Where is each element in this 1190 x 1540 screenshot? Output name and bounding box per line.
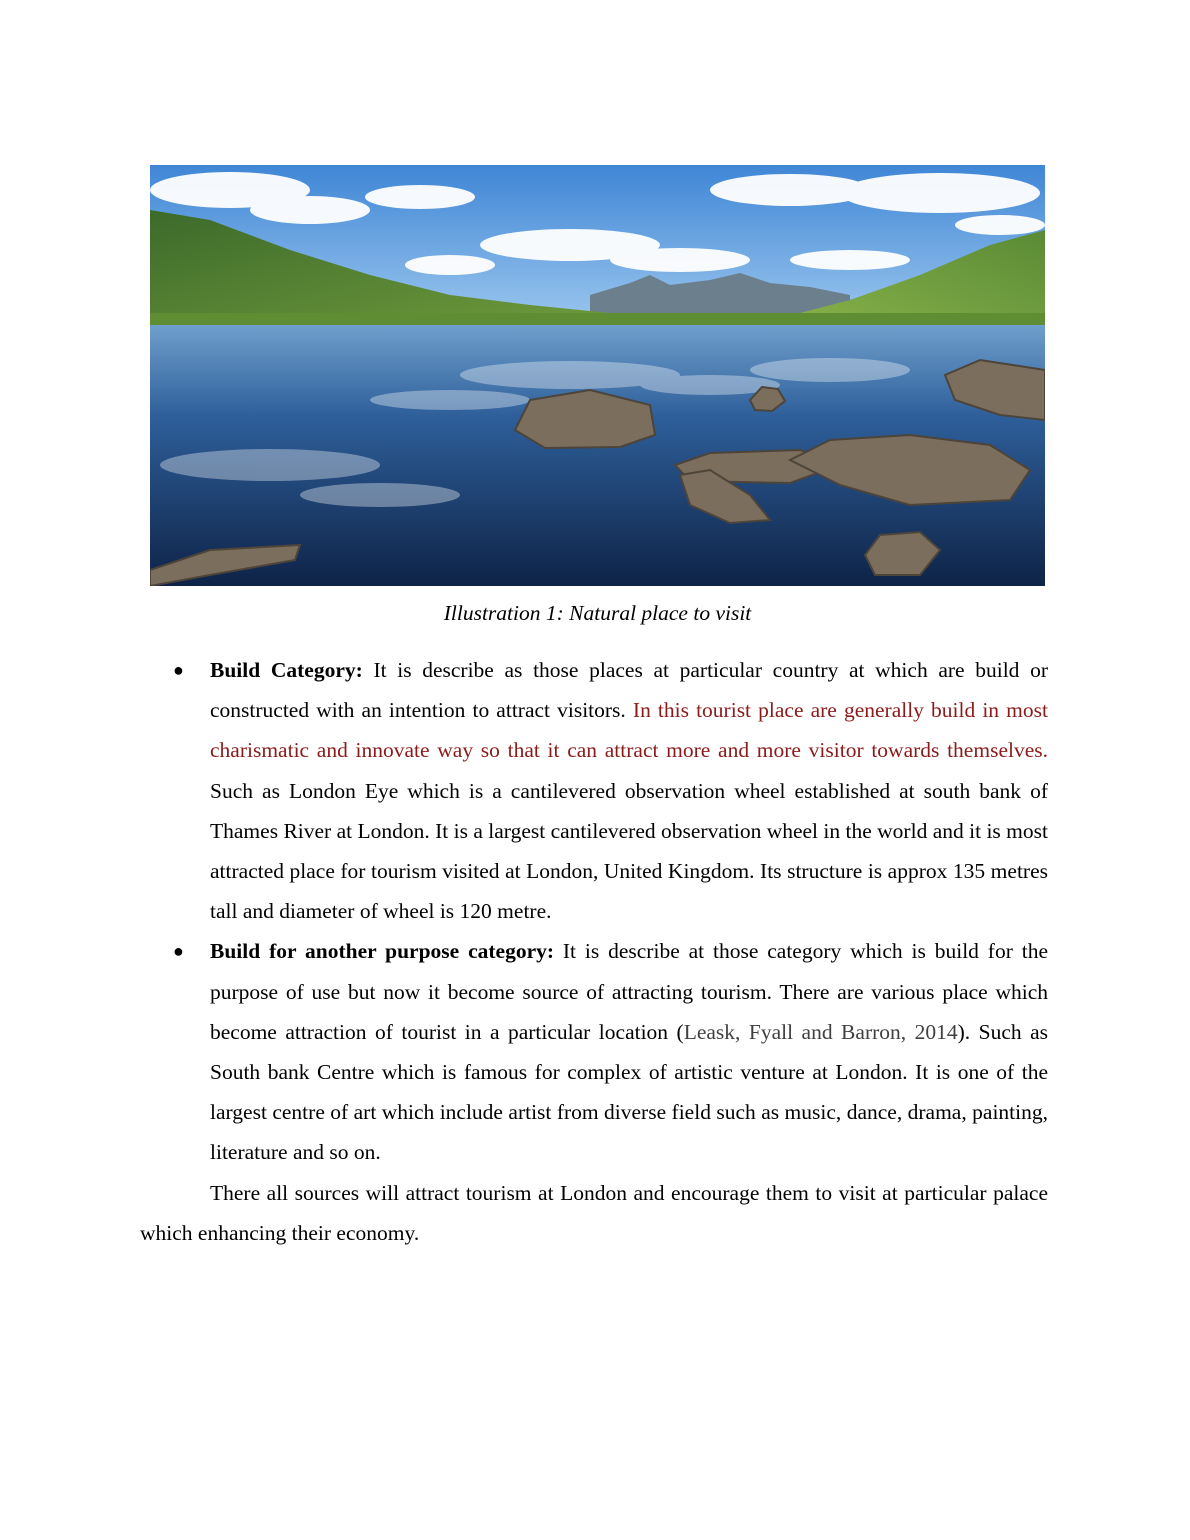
bullet-list — [140, 650, 1048, 1173]
bullet-text: Such as London Eye which is a cantilevered observation wheel established at south bank of Thames River at London. It is a largest cantilevered observation wheel in the world and it is most attracted place for tourism visited at London, United Kingdom. Its structure is approx 135 metres tall and diameter of wheel is 120 metre. — [210, 778, 1048, 924]
bullet-text: It is describe as those places at particular country at which are build or constructed with an intention to attract visitors. — [210, 658, 1048, 723]
bullet-term: Build for another purpose category: — [210, 939, 555, 964]
closing-paragraph: There all sources will attract tourism at London and encourage them to visit at particular palace which enhancing their economy. — [140, 1180, 1048, 1245]
lake-photo — [150, 165, 1045, 586]
bullet-text: It is describe at those category which is build for the purpose of use but now it become source of attracting tourism. There are various place which become attraction of tourist in a particular location ( — [210, 939, 1048, 1044]
bullet-term: Build Category: — [210, 658, 363, 682]
lake-landscape-image — [150, 165, 1045, 586]
body-text — [140, 650, 1048, 1253]
figure-caption: Illustration 1: Natural place to visit — [443, 601, 752, 625]
bullet-item-build-category — [140, 650, 1048, 931]
bullet-item-another-purpose — [140, 931, 1048, 1172]
bullet-dot-icon: ● — [173, 941, 184, 962]
highlighted-text: In this tourist place are generally build in most charismatic and innovate way so that it can attract more and more visitor towards themselves. — [210, 698, 1048, 763]
citation: Leask, Fyall and Barron, 2014 — [683, 1019, 958, 1044]
bullet-dot-icon: ● — [173, 660, 184, 680]
bullet-text: ). Such as South bank Centre which is famous for complex of artistic venture at London. It is one of the largest centre of art which include artist from diverse field such as music, dance, drama, painting, literature and so on. — [210, 1019, 1048, 1165]
